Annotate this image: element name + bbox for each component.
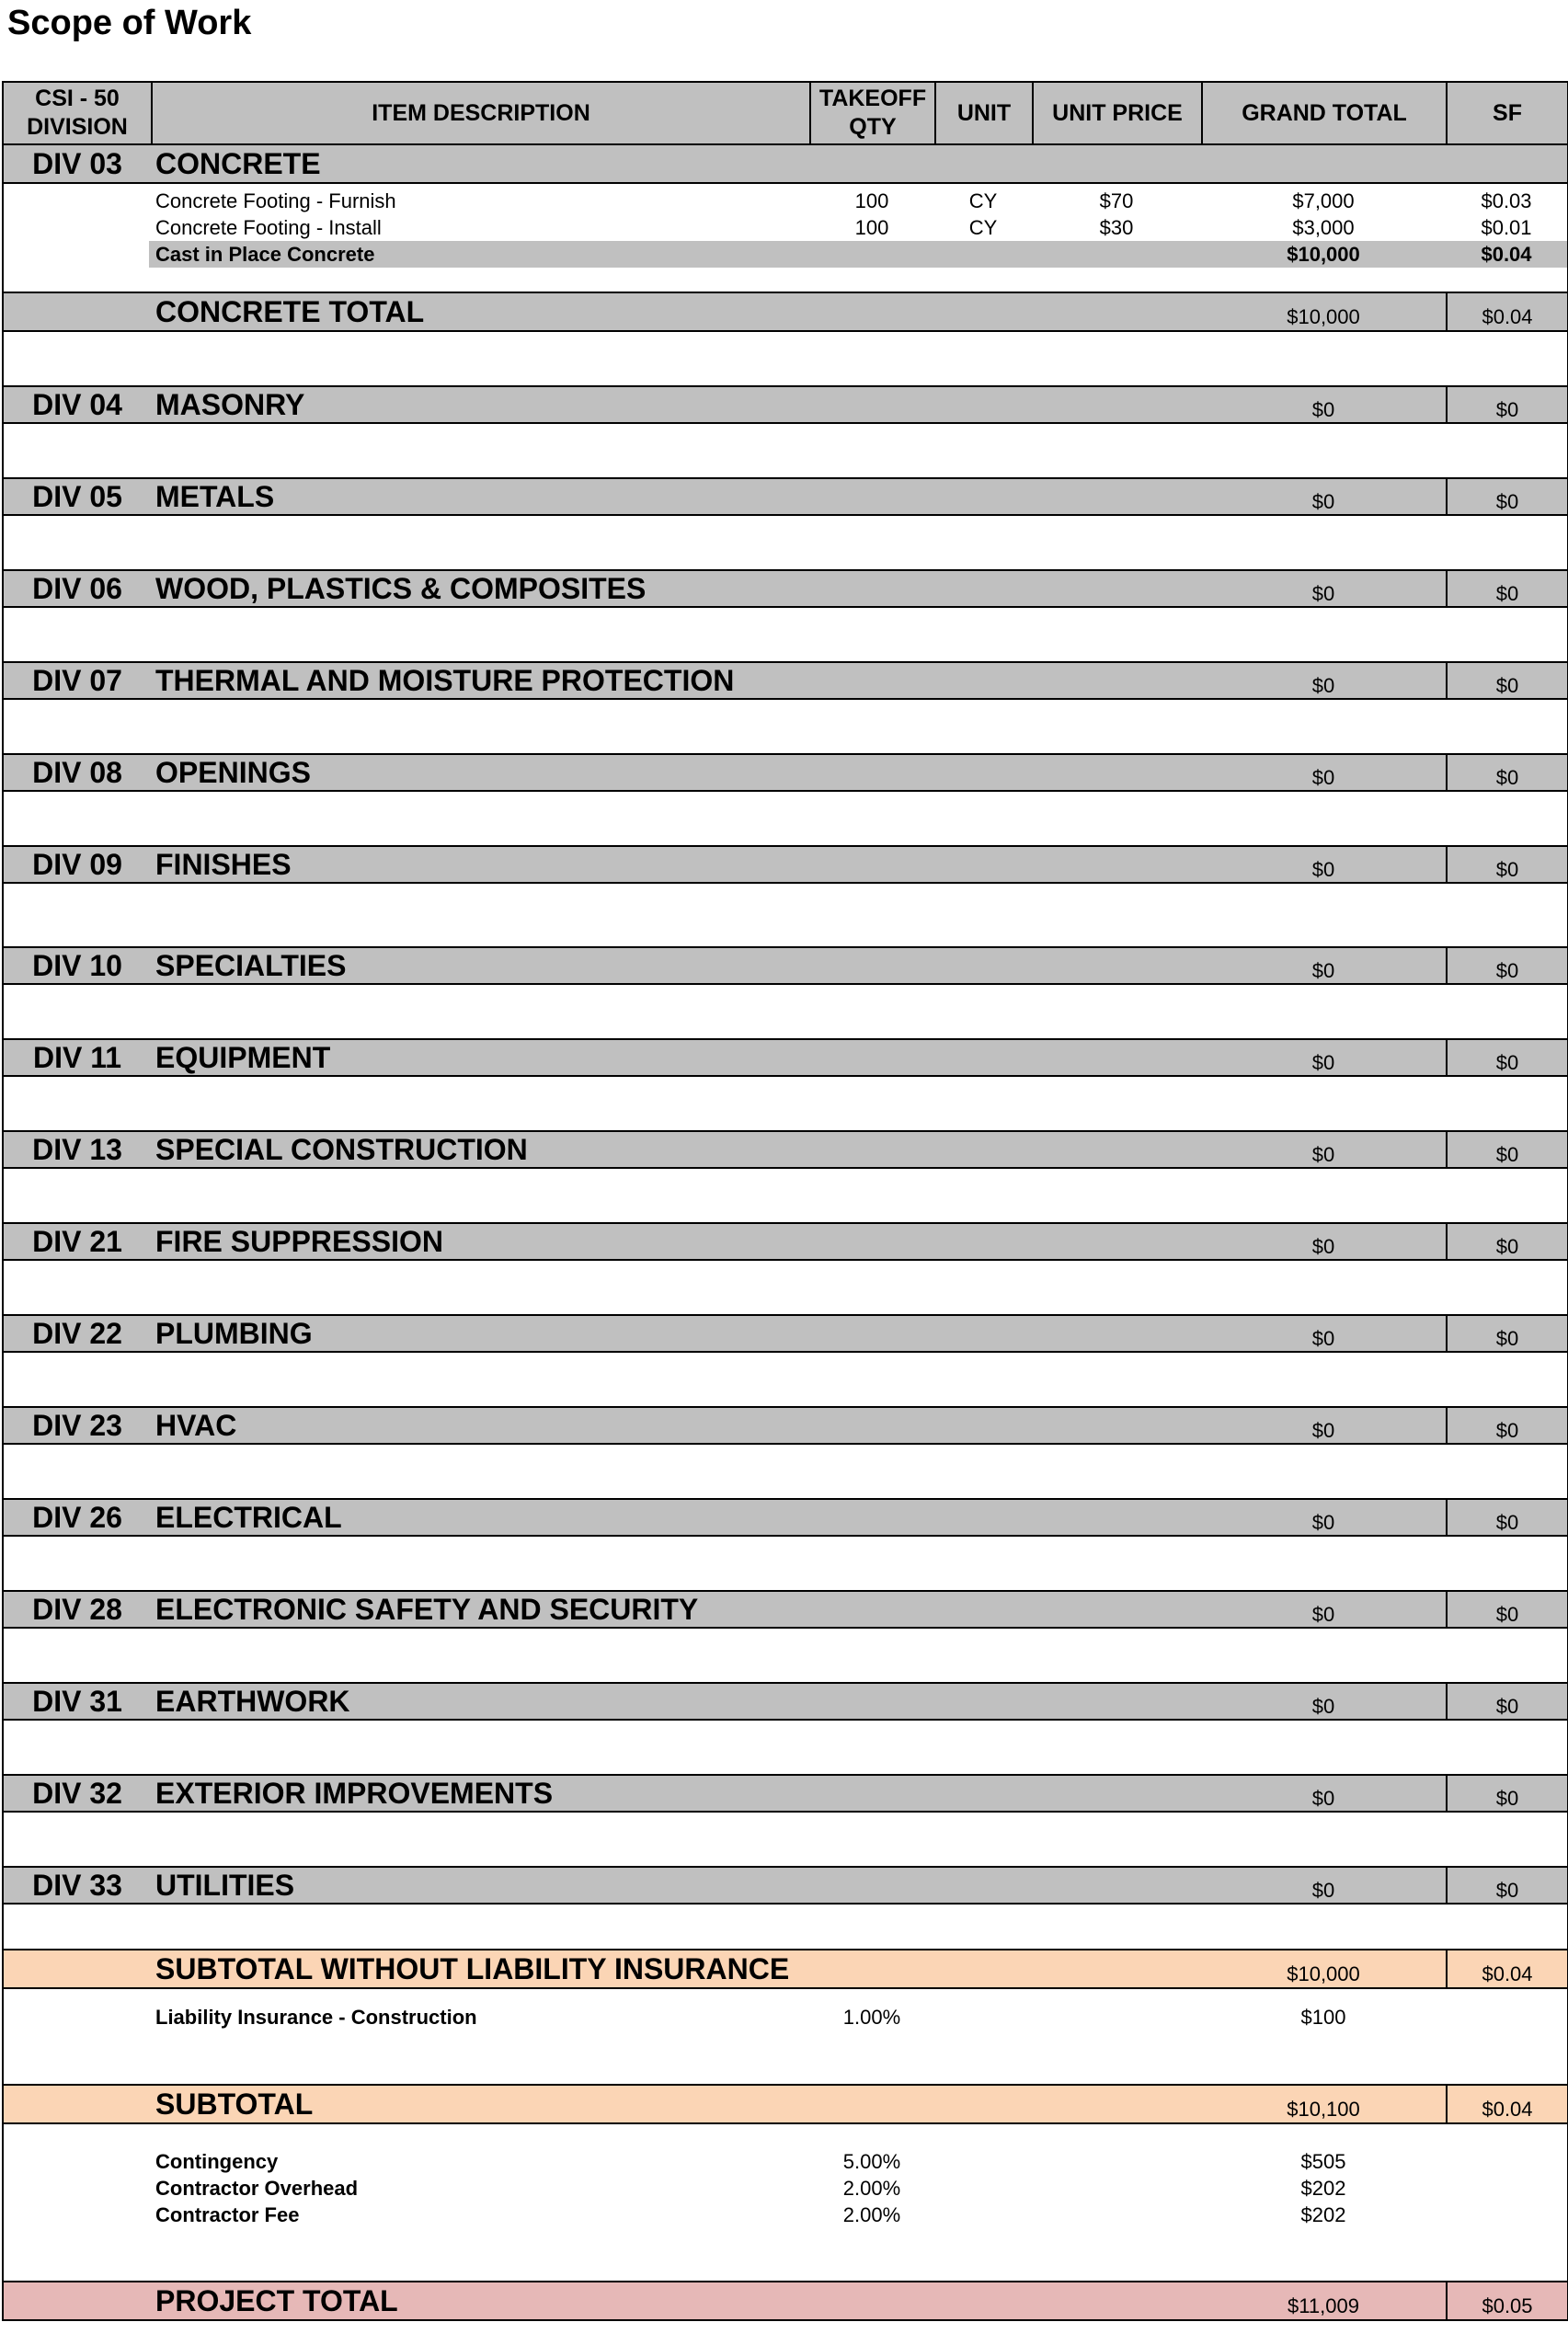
page-title: Scope of Work xyxy=(7,4,252,42)
division-sf: $0 xyxy=(1446,1224,1567,1259)
division-name: OPENINGS xyxy=(155,755,311,789)
liability-insurance-row: Liability Insurance - Construction 1.00% $100 xyxy=(155,2005,1346,2029)
spacer-row xyxy=(4,792,1567,845)
division-name: SPECIAL CONSTRUCTION xyxy=(155,1132,528,1166)
division-row xyxy=(4,477,1567,516)
division-row xyxy=(4,753,1567,792)
estimate-sheet xyxy=(2,81,1568,2321)
project-total-row: PROJECT TOTAL $11,009 $0.05 xyxy=(4,2281,1567,2321)
spacer-row xyxy=(4,1537,1567,1590)
division-number: DIV 32 xyxy=(32,1776,122,1810)
division-name: WOOD, PLASTICS & COMPOSITES xyxy=(155,571,647,605)
spacer-row xyxy=(4,608,1567,661)
spacer-row xyxy=(4,1813,1567,1866)
division-row xyxy=(4,1130,1567,1169)
division-row xyxy=(4,1314,1567,1353)
col-header-unit: UNIT xyxy=(934,83,1032,143)
division-row xyxy=(4,1866,1567,1905)
division-sf: $0 xyxy=(1446,847,1567,882)
division-name: EQUIPMENT xyxy=(155,1040,331,1074)
division-row xyxy=(4,661,1567,700)
division-total: $0 xyxy=(1311,1695,1335,1718)
division-sf: $0 xyxy=(1446,1040,1567,1075)
section-subtotal-row: Cast in Place Concrete $10,000 $0.04 xyxy=(149,241,1567,268)
spacer-row xyxy=(4,424,1567,477)
division-row xyxy=(4,1406,1567,1445)
division-name: ELECTRICAL xyxy=(155,1500,342,1534)
division-name: UTILITIES xyxy=(155,1868,295,1902)
division-name: SPECIALTIES xyxy=(155,948,347,982)
division-row xyxy=(4,1774,1567,1813)
division-total: $0 xyxy=(1311,1787,1335,1810)
division-name: PLUMBING xyxy=(155,1316,313,1350)
spacer-row xyxy=(4,516,1567,569)
division-sf: $0 xyxy=(1446,1132,1567,1167)
spacer-row xyxy=(4,884,1567,946)
division-total: $0 xyxy=(1311,1603,1335,1626)
division-total: $0 xyxy=(1311,398,1335,421)
division-number: DIV 28 xyxy=(32,1592,122,1626)
division-row xyxy=(4,1498,1567,1537)
division-number: DIV 05 xyxy=(32,479,122,513)
division-number: DIV 04 xyxy=(32,387,122,421)
division-row xyxy=(4,385,1567,424)
division-number: DIV 22 xyxy=(32,1316,122,1350)
division-number: DIV 23 xyxy=(32,1408,122,1442)
division-total: $0 xyxy=(1311,959,1335,982)
division-total: $0 xyxy=(1311,1419,1335,1442)
division-number: DIV 03 xyxy=(32,146,122,180)
division-total: $0 xyxy=(1311,1143,1335,1166)
col-header-grand-total: GRAND TOTAL xyxy=(1201,83,1446,143)
division-sf: $0 xyxy=(1446,479,1567,514)
division-total: $0 xyxy=(1311,1327,1335,1350)
division-row-concrete xyxy=(4,145,1567,184)
division-total: $0 xyxy=(1311,582,1335,605)
division-number: DIV 07 xyxy=(32,663,122,697)
spacer-row xyxy=(4,1905,1567,1949)
division-sf: $0 xyxy=(1446,1684,1567,1719)
subtotal-row: SUBTOTAL $10,100 $0.04 xyxy=(4,2084,1567,2124)
division-name: ELECTRONIC SAFETY AND SECURITY xyxy=(155,1592,699,1626)
division-name: HVAC xyxy=(155,1408,237,1442)
spacer-row xyxy=(4,332,1567,385)
division-number: DIV 21 xyxy=(32,1224,122,1258)
spacer-row xyxy=(4,985,1567,1038)
division-total: $0 xyxy=(1311,1235,1335,1258)
division-total: $0 xyxy=(1311,766,1335,789)
division-sf: $0 xyxy=(1446,387,1567,422)
division-name: FIRE SUPPRESSION xyxy=(155,1224,443,1258)
division-sf: $0 xyxy=(1446,948,1567,983)
col-header-unit-price: UNIT PRICE xyxy=(1032,83,1201,143)
column-header-row xyxy=(4,81,1567,145)
division-sf: $0 xyxy=(1446,1776,1567,1811)
division-number: DIV 31 xyxy=(32,1684,122,1718)
division-number: DIV 10 xyxy=(32,948,122,982)
division-sf: $0 xyxy=(1446,1316,1567,1351)
markup-row-overhead: Contractor Overhead 2.00% $202 xyxy=(155,2176,1346,2200)
markup-row-contingency: Contingency 5.00% $505 xyxy=(155,2149,1346,2173)
division-total: $0 xyxy=(1311,490,1335,513)
division-name: EARTHWORK xyxy=(155,1684,350,1718)
division-list xyxy=(4,385,1567,1949)
division-row xyxy=(4,569,1567,608)
division-total: $0 xyxy=(1311,674,1335,697)
division-total: $0 xyxy=(1311,1051,1335,1074)
spacer-row xyxy=(4,700,1567,753)
division-sf: $0 xyxy=(1446,1592,1567,1627)
spacer-row xyxy=(4,1721,1567,1774)
concrete-total-row: CONCRETE TOTAL $10,000 $0.04 xyxy=(4,292,1567,332)
division-sf: $0 xyxy=(1446,571,1567,606)
spacer-row xyxy=(4,1629,1567,1682)
division-name: EXTERIOR IMPROVEMENTS xyxy=(155,1776,554,1810)
division-name: METALS xyxy=(155,479,275,513)
col-header-item-description: ITEM DESCRIPTION xyxy=(151,83,809,143)
col-header-division: CSI - 50 DIVISION xyxy=(27,86,128,140)
markup-row-fee: Contractor Fee 2.00% $202 xyxy=(155,2202,1346,2226)
division-row xyxy=(4,1590,1567,1629)
division-sf: $0 xyxy=(1446,663,1567,698)
subtotal-without-insurance-row: SUBTOTAL WITHOUT LIABILITY INSURANCE $10,000 $0.04 xyxy=(4,1949,1567,1989)
division-number: DIV 11 xyxy=(32,1040,122,1074)
spacer-row xyxy=(4,1353,1567,1406)
division-row xyxy=(4,845,1567,884)
division-total: $0 xyxy=(1311,1879,1335,1902)
division-row xyxy=(4,1222,1567,1261)
division-number: DIV 08 xyxy=(32,755,122,789)
spacer-row xyxy=(4,1261,1567,1314)
division-name: CONCRETE xyxy=(155,146,321,180)
division-number: DIV 06 xyxy=(32,571,122,605)
division-name: MASONRY xyxy=(155,387,305,421)
division-number: DIV 26 xyxy=(32,1500,122,1534)
division-sf: $0 xyxy=(1446,755,1567,790)
division-name: THERMAL AND MOISTURE PROTECTION xyxy=(155,663,735,697)
line-item-row: Concrete Footing - Furnish 100 CY $70 $7,000 $0.03 xyxy=(155,189,1532,212)
division-total: $0 xyxy=(1311,1511,1335,1534)
division-total: $0 xyxy=(1311,858,1335,881)
col-header-sf: SF xyxy=(1446,83,1567,143)
spacer-row xyxy=(4,1077,1567,1130)
division-number: DIV 09 xyxy=(32,847,122,881)
spacer-row xyxy=(4,1445,1567,1498)
line-item-row: Concrete Footing - Install 100 CY $30 $3,000 $0.01 xyxy=(155,215,1532,239)
division-row xyxy=(4,946,1567,985)
division-sf: $0 xyxy=(1446,1868,1567,1903)
col-header-takeoff-qty: TAKEOFF QTY xyxy=(809,83,934,143)
division-sf: $0 xyxy=(1446,1408,1567,1443)
division-name: FINISHES xyxy=(155,847,292,881)
division-sf: $0 xyxy=(1446,1500,1567,1535)
division-number: DIV 33 xyxy=(32,1868,122,1902)
division-row xyxy=(4,1682,1567,1721)
division-row xyxy=(4,1038,1567,1077)
spacer-row xyxy=(4,1169,1567,1222)
division-number: DIV 13 xyxy=(32,1132,122,1166)
